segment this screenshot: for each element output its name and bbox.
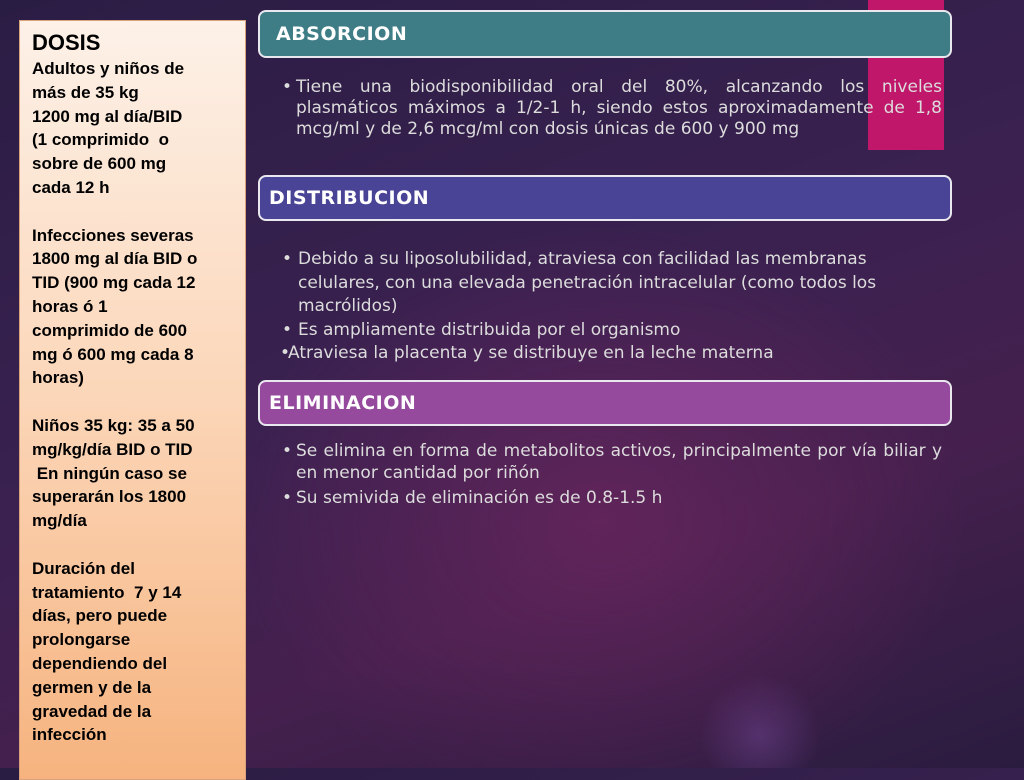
dosis-line: gravedad de la <box>32 701 152 721</box>
bullet-item <box>280 342 942 366</box>
dosis-line: sobre de 600 mg <box>32 154 167 174</box>
dosis-line: tratamiento 7 y 14 <box>32 582 182 602</box>
bullet-dot: • <box>282 441 293 461</box>
dosis-line: horas ó 1 <box>32 296 108 316</box>
dosis-line: superarán los 1800 <box>32 487 187 507</box>
dosis-line: Infecciones severas <box>32 225 194 245</box>
bullet-dot: • <box>282 77 293 97</box>
bullet-item <box>282 488 942 510</box>
dosis-line: Duración del <box>32 558 135 578</box>
dosis-line: mg/día <box>32 511 87 531</box>
bullet-text: Tiene una biodisponibilidad oral del 80%, alcanzando los niveles plasmáticos máximos a 1/2-1 h, siendo estos aproximadamente de 1,8 mcg/ml y de 2,6 mcg/ml con dosis únicas de 600 y 900 mg <box>296 77 942 139</box>
bullet-dot: • <box>282 319 293 340</box>
dosis-line: 1200 mg al día/BID <box>32 106 183 126</box>
dosis-block-duracion <box>32 557 235 747</box>
dosis-line: 1800 mg al día BID o <box>32 249 198 269</box>
dosis-line: comprimido de 600 <box>32 320 187 340</box>
dosis-block-ninos <box>32 414 235 533</box>
bullet-item <box>282 77 942 140</box>
bullet-text: Es ampliamente distribuida por el organismo <box>298 319 681 340</box>
bullet-item <box>282 319 942 343</box>
dosis-line: cada 12 h <box>32 177 110 197</box>
dosis-line: TID (900 mg cada 12 <box>32 273 196 293</box>
dosis-line: Adultos y niños de <box>32 59 185 78</box>
bullet-dot: • <box>282 249 293 269</box>
dosis-title: DOSIS <box>32 30 101 55</box>
bullet-text: Debido a su liposolubilidad, atraviesa con facilidad las membranas celulares, con una elevada penetración intracelular (como todos los macrólidos) <box>298 249 877 316</box>
distribucion-bullets <box>282 248 942 366</box>
dosis-line: germen y de la <box>32 677 152 697</box>
bullet-item <box>282 441 942 484</box>
dosis-line: prolongarse <box>32 630 131 650</box>
dosis-line: (1 comprimido o <box>32 130 169 150</box>
absorcion-header: ABSORCION <box>258 10 952 58</box>
dosis-line: infección <box>32 725 107 745</box>
eliminacion-header: ELIMINACION <box>258 380 952 426</box>
dosis-line: días, pero puede <box>32 606 168 626</box>
eliminacion-bullets <box>282 441 942 510</box>
dosis-line: mg/kg/día BID o TID <box>32 439 193 459</box>
dosis-line: dependiendo del <box>32 653 168 673</box>
bullet-text: Su semivida de eliminación es de 0.8-1.5 h <box>296 488 663 508</box>
dosis-panel <box>19 20 246 780</box>
dosis-line: mg ó 600 mg cada 8 <box>32 344 194 364</box>
dosis-line: Niños 35 kg: 35 a 50 <box>32 415 195 435</box>
absorcion-bullets <box>282 77 942 140</box>
bullet-dot: • <box>282 488 293 508</box>
bullet-item <box>282 248 942 319</box>
dosis-line: En ningún caso se <box>32 463 187 483</box>
dosis-line: más de 35 kg <box>32 82 139 102</box>
dosis-block-infecciones <box>32 224 235 391</box>
dosis-block-adultos <box>32 57 235 200</box>
bullet-text: Se elimina en forma de metabolitos activos, principalmente por vía biliar y en menor cantidad por riñón <box>296 441 942 483</box>
distribucion-header: DISTRIBUCION <box>258 175 952 221</box>
bullet-dot: • <box>280 343 291 363</box>
dosis-line: horas) <box>32 368 84 388</box>
bullet-text: Atraviesa la placenta y se distribuye en la leche materna <box>288 343 774 363</box>
